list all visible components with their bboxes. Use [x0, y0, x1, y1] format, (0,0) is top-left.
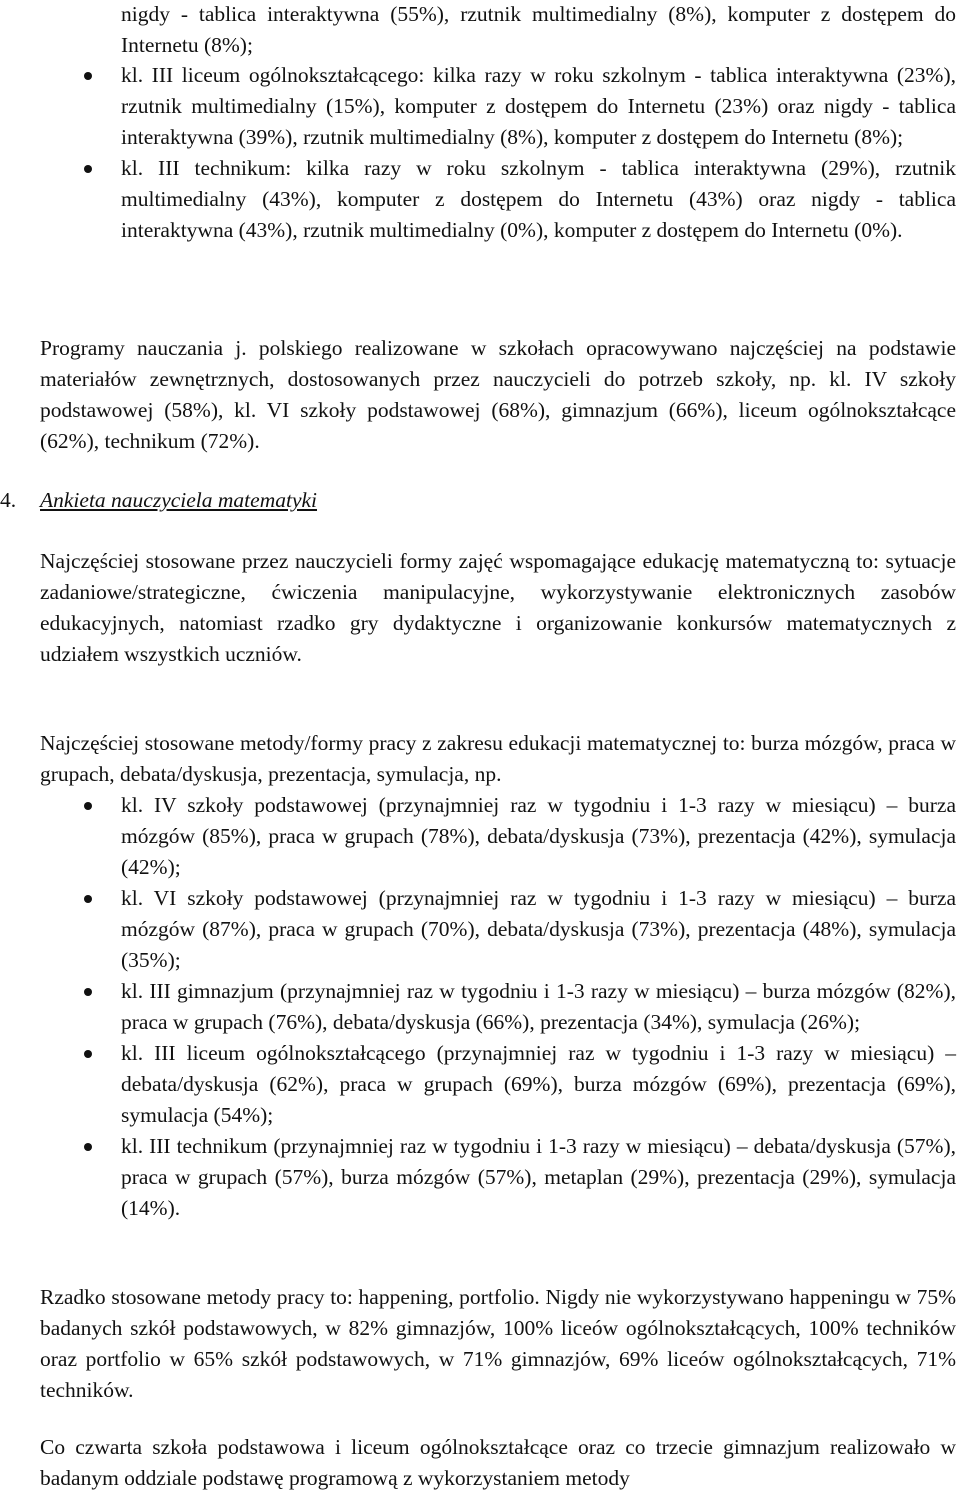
list-item-text: kl. IV szkoły podstawowej (przynajmniej raz w tygodniu i 1-3 razy w miesiącu) – burza mózgów (85%), praca w grupach (78%), debata/dyskusja (73%), prezentacja (42%), symulacja (42%);: [121, 793, 956, 879]
list-item: [0, 790, 956, 883]
list-item: [0, 883, 956, 976]
paragraph-rare-methods: Rzadko stosowane metody pracy to: happening, portfolio. Nigdy nie wykorzystywano happeningu w 75% badanych szkół podstawowych, w 82% gimnazjów, 100% liceów ogólnokształcących, 100% techników oraz portfolio w 65% szkół podstawowych, w 71% gimnazjów, 69% liceów ogólnokształcących, 71% techników.: [40, 1285, 956, 1402]
bullet-icon: [84, 72, 92, 80]
bullet-icon: [84, 165, 92, 173]
list-item-text: kl. III gimnazjum (przynajmniej raz w tygodniu i 1-3 razy w miesiącu) – burza mózgów (82%), praca w grupach (76%), debata/dyskusja (66%), prezentacja (34%), symulacja (26%);: [121, 979, 956, 1034]
list-item-text: kl. III liceum ogólnokształcącego (przynajmniej raz w tygodniu i 1-3 razy w miesiącu) – debata/dyskusja (62%), praca w grupach (69%), burza mózgów (69%), prezentacja (69%), symulacja (54%);: [121, 1041, 956, 1127]
list-item: [0, 1131, 956, 1224]
bullet-icon: [84, 1050, 92, 1058]
paragraph-forms: Najczęściej stosowane przez nauczycieli formy zajęć wspomagające edukację matematyczną to: sytuacje zadaniowe/strategiczne, ćwiczenia manipulacyjne, wykorzystywanie elektronicznych zasobów edukacyjnych, natomiast rzadko gry dydaktyczne i organizowanie konkursów matematycznych z udziałem wszystkich uczniów.: [40, 549, 956, 666]
list-item-text: kl. III technikum (przynajmniej raz w tygodniu i 1-3 razy w miesiącu) – debata/dyskusja (57%), praca w grupach (57%), burza mózgów (57%), metaplan (29%), prezentacja (29%), symulacja (14%).: [121, 1134, 956, 1220]
bullet-icon: [84, 802, 92, 810]
bullet-icon: [84, 1143, 92, 1151]
list-item-text: kl. VI szkoły podstawowej (przynajmniej raz w tygodniu i 1-3 razy w miesiącu) – burza mózgów (87%), praca w grupach (70%), debata/dyskusja (73%), prezentacja (48%), symulacja (35%);: [121, 886, 956, 972]
paragraph-programs: Programy nauczania j. polskiego realizowane w szkołach opracowywano najczęściej na podstawie materiałów zewnętrznych, dostosowanych przez nauczycieli do potrzeb szkoły, np. kl. IV szkoły podstawowej (58%), kl. VI szkoły podstawowej (68%), gimnazjum (66%), liceum ogólnokształcące (62%), technikum (72%).: [40, 336, 956, 453]
paragraph-last: Co czwarta szkoła podstawowa i liceum ogólnokształcące oraz co trzecie gimnazjum realizowało w badanym oddziale podstawę programową z wykorzystaniem metody: [40, 1435, 956, 1490]
list-item: [0, 976, 956, 1038]
paragraph-methods: Najczęściej stosowane metody/formy pracy z zakresu edukacji matematycznej to: burza mózgów, praca w grupach, debata/dyskusja, prezentacja, symulacja, np.: [40, 731, 956, 786]
bullet-icon: [84, 988, 92, 996]
list-item-text: kl. III liceum ogólnokształcącego: kilka razy w roku szkolnym - tablica interaktywna (23%), rzutnik multimedialny (15%), komputer z dostępem do Internetu (23%) oraz nigdy - tablica interaktywna (39%), rzutnik multimedialny (8%), komputer z dostępem do Internetu (8%);: [121, 63, 956, 149]
list-item: [0, 1038, 956, 1131]
equipment-list: [0, 60, 956, 246]
list-item-text: kl. III technikum: kilka razy w roku szkolnym - tablica interaktywna (29%), rzutnik multimedialny (43%), komputer z dostępem do Internetu (43%) oraz nigdy - tablica interaktywna (43%), rzutnik multimedialny (0%), komputer z dostępem do Internetu (0%).: [121, 156, 956, 242]
list-item: [0, 60, 956, 153]
list-item: [0, 153, 956, 246]
section-number: 4.: [0, 488, 17, 512]
intro-continuation: nigdy - tablica interaktywna (55%), rzutnik multimedialny (8%), komputer z dostępem do Internetu (8%);: [121, 2, 956, 57]
bullet-icon: [84, 895, 92, 903]
methods-list: [0, 790, 956, 1224]
section-title: Ankieta nauczyciela matematyki: [40, 488, 318, 512]
